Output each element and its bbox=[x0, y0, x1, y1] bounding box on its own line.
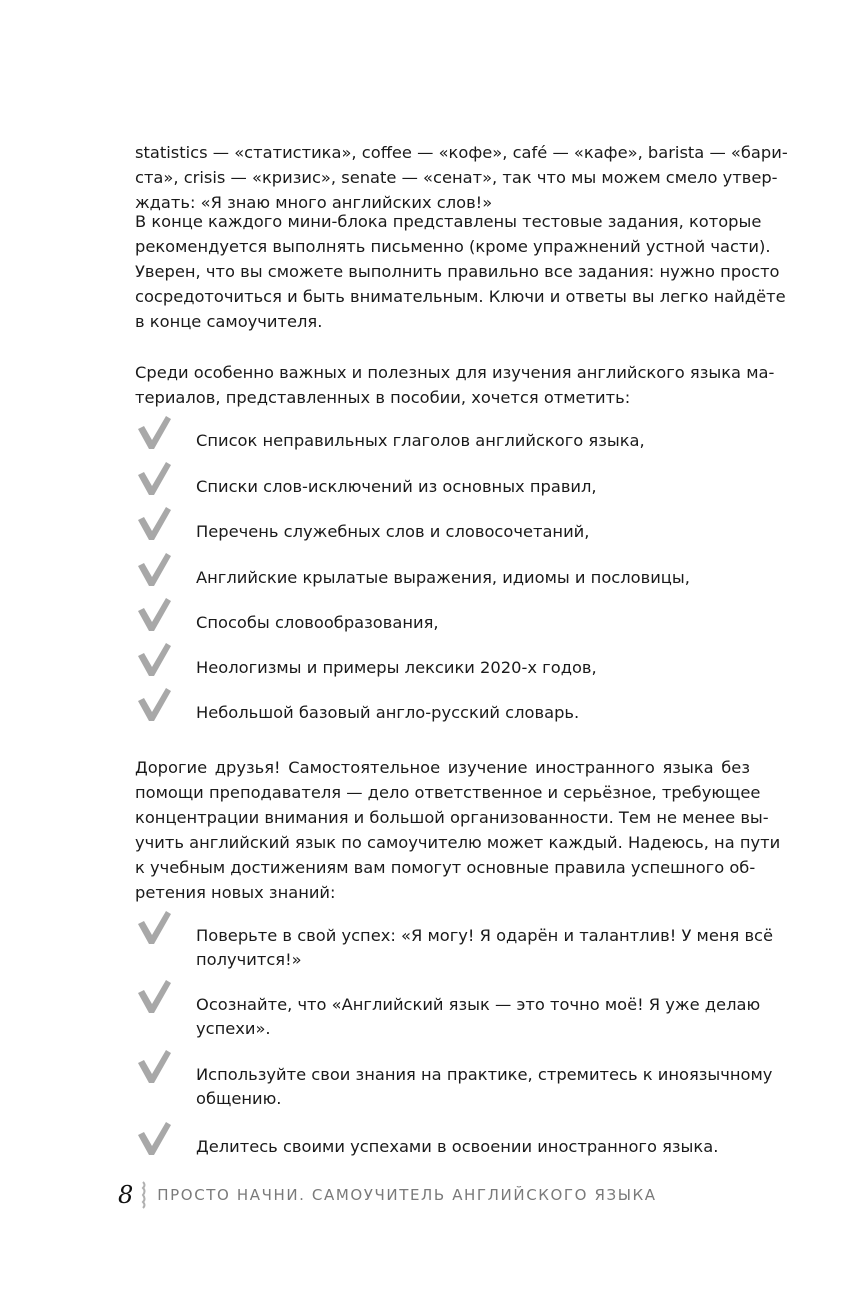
checkmark-icon bbox=[135, 552, 173, 588]
text-line: statistics — «статистика», coffee — «кофе», café — «кафе», barista — «бари- bbox=[135, 143, 788, 162]
checkmark-icon bbox=[135, 910, 173, 946]
text-line: териалов, представленных в пособии, хочется отметить: bbox=[135, 388, 631, 407]
checkmark-icon bbox=[135, 461, 173, 497]
text-line: ретения новых знаний: bbox=[135, 883, 336, 902]
text-line: рекомендуется выполнять письменно (кроме упражнений устной части). bbox=[135, 237, 771, 256]
text-line: Дорогие друзья! Самостоятельное изучение иностранного языка без bbox=[135, 758, 750, 777]
paragraph bbox=[135, 140, 788, 215]
checkmark-icon bbox=[135, 506, 173, 542]
page-number: 8 bbox=[118, 1181, 134, 1209]
checkmark-icon bbox=[135, 415, 173, 451]
book-title: ПРОСТО НАЧНИ. САМОУЧИТЕЛЬ АНГЛИЙСКОГО ЯЗЫКА bbox=[157, 1186, 657, 1204]
text-line: ждать: «Я знаю много английских слов!» bbox=[135, 193, 493, 212]
checkmark-icon bbox=[135, 1121, 173, 1157]
text-line: Осознайте, что «Английский язык — это точно моё! Я уже делаю bbox=[196, 995, 761, 1014]
text-line: Среди особенно важных и полезных для изучения английского языка ма- bbox=[135, 363, 775, 382]
list-item-text: Списки слов-исключений из основных правил, bbox=[196, 477, 597, 496]
text-line: помощи преподавателя — дело ответственное и серьёзное, требующее bbox=[135, 783, 761, 802]
text-line: в конце самоучителя. bbox=[135, 312, 323, 331]
brace-divider-icon bbox=[141, 1181, 147, 1209]
text-line: сосредоточиться и быть внимательным. Ключи и ответы вы легко найдёте bbox=[135, 287, 786, 306]
text-line: Поверьте в свой успех: «Я могу! Я одарён и талантлив! У меня всё bbox=[196, 926, 774, 945]
paragraph bbox=[135, 209, 786, 334]
checkmark-icon bbox=[135, 597, 173, 633]
page-footer bbox=[118, 1180, 657, 1210]
text-line: к учебным достижениям вам помогут основные правила успешного об- bbox=[135, 858, 756, 877]
text-line: успехи». bbox=[196, 1019, 271, 1038]
checkmark-icon bbox=[135, 687, 173, 723]
list-item-text: Перечень служебных слов и словосочетаний, bbox=[196, 522, 590, 541]
list-item-text: Неологизмы и примеры лексики 2020-х годов, bbox=[196, 658, 597, 677]
list-item-text: Список неправильных глаголов английского языка, bbox=[196, 431, 645, 450]
checkmark-icon bbox=[135, 1049, 173, 1085]
list-item-text: Английские крылатые выражения, идиомы и пословицы, bbox=[196, 568, 690, 587]
text-line: Используйте свои знания на практике, стремитесь к иноязычному bbox=[196, 1065, 773, 1084]
paragraph bbox=[135, 755, 781, 905]
text-line: общению. bbox=[196, 1089, 282, 1108]
checkmark-icon bbox=[135, 979, 173, 1015]
text-line: Делитесь своими успехами в освоении иностранного языка. bbox=[196, 1137, 719, 1156]
list-item-text: Способы словообразования, bbox=[196, 613, 439, 632]
list-item-text: Небольшой базовый англо-русский словарь. bbox=[196, 703, 580, 722]
text-line: В конце каждого мини-блока представлены тестовые задания, которые bbox=[135, 212, 762, 231]
text-line: учить английский язык по самоучителю может каждый. Надеюсь, на пути bbox=[135, 833, 781, 852]
checkmark-icon bbox=[135, 642, 173, 678]
text-line: получится!» bbox=[196, 950, 302, 969]
text-line: Уверен, что вы сможете выполнить правильно все задания: нужно просто bbox=[135, 262, 780, 281]
text-line: концентрации внимания и большой организованности. Тем не менее вы- bbox=[135, 808, 769, 827]
paragraph bbox=[135, 360, 775, 410]
text-line: ста», crisis — «кризис», senate — «сенат», так что мы можем смело утвер- bbox=[135, 168, 778, 187]
